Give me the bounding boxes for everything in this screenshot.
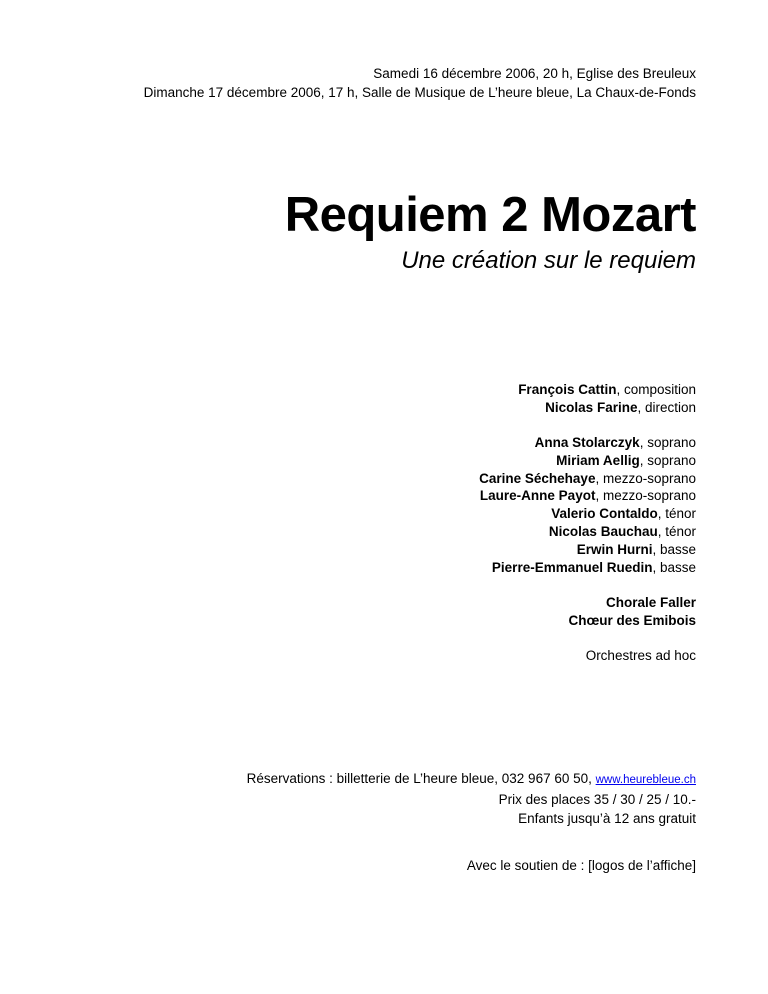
children-line: Enfants jusqu’à 12 ans gratuit (518, 811, 696, 826)
soloist-name: Laure-Anne Payot (479, 488, 596, 504)
page-title: Requiem 2 Mozart (284, 188, 696, 242)
soloist-line (479, 487, 696, 505)
soloist-name: Nicolas Bauchau (548, 523, 658, 539)
choirs-list (568, 594, 696, 630)
prices-line: Prix des places 35 / 30 / 25 / 10.- (498, 792, 696, 807)
soloist-name: Anna Stolarczyk (534, 435, 640, 450)
soloist-line (479, 470, 696, 488)
soloist-line (479, 523, 696, 541)
soloists-list (479, 434, 696, 576)
credit-role: , composition (616, 382, 696, 397)
soloist-role: , mezzo-soprano (595, 470, 696, 486)
soloist-role: , ténor (657, 506, 696, 522)
soloist-role: , basse (652, 559, 696, 575)
creators-list (518, 381, 696, 417)
concert-dates (144, 64, 696, 102)
choir-name: Chœur des Emibois (568, 612, 696, 628)
soloist-line (479, 505, 696, 523)
credit-role: , direction (637, 399, 696, 415)
credit-name: François Cattin (518, 382, 617, 397)
reservations-info (247, 769, 696, 828)
soloist-name: Miriam Aellig (556, 452, 640, 468)
soloist-name: Erwin Hurni (576, 541, 653, 557)
reservations-line (247, 769, 696, 790)
credit-line (518, 381, 696, 399)
soloist-line (479, 452, 696, 470)
reservations-text: Réservations : billetterie de L’heure bleue, 032 967 60 50, (246, 771, 596, 786)
soloist-role: , soprano (639, 452, 696, 468)
date-line-sunday: Dimanche 17 décembre 2006, 17 h, Salle de Musique de L’heure bleue, La Chaux-de-Fonds (143, 85, 696, 100)
soloist-role: , soprano (639, 435, 696, 450)
date-line-saturday: Samedi 16 décembre 2006, 20 h, Eglise des Breuleux (373, 66, 696, 81)
credit-line (518, 399, 696, 417)
soloist-line (479, 434, 696, 452)
choir-name: Chorale Faller (605, 595, 696, 610)
soloist-role: , basse (652, 541, 696, 557)
soloist-name: Valerio Contaldo (551, 506, 658, 522)
heurebleue-link[interactable]: www.heurebleue.ch (595, 774, 696, 786)
soloist-role: , mezzo-soprano (595, 488, 696, 504)
soloist-role: , ténor (657, 523, 696, 539)
page-subtitle: Une création sur le requiem (401, 247, 696, 274)
soloist-name: Carine Séchehaye (479, 470, 596, 486)
soloist-line (479, 541, 696, 559)
soloist-line (479, 559, 696, 577)
orchestra-line: Orchestres ad hoc (585, 648, 696, 663)
support-line: Avec le soutien de : [logos de l’affiche] (466, 858, 696, 873)
soloist-name: Pierre-Emmanuel Ruedin (491, 559, 653, 575)
credit-name: Nicolas Farine (545, 399, 638, 415)
